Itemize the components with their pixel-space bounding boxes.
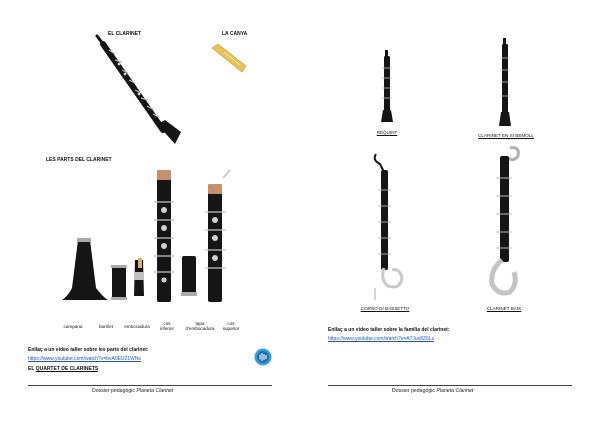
quartet-link[interactable]: QUARTET DE CLARINETS <box>35 366 99 372</box>
right-video-link[interactable]: https://www.youtube.com/watch?v=A7Jux8Z6Ls <box>328 336 435 342</box>
right-footer <box>392 388 473 394</box>
bass-clarinet-image <box>480 144 526 302</box>
left-video-link[interactable]: https://www.youtube.com/watch?v=bvA0EU21WNs <box>28 356 141 362</box>
heading-el-clarinet: EL CLARINET <box>108 31 141 37</box>
clarinet-bb-image <box>498 38 512 128</box>
requint-image <box>380 50 394 124</box>
corno-di-bassetto-image <box>370 150 410 302</box>
heading-parts: LES PARTS DEL CLARINET <box>46 157 112 163</box>
left-footer <box>92 388 173 394</box>
right-footer-rule <box>328 385 572 386</box>
audio-badge-icon[interactable] <box>254 348 272 366</box>
part-label-embocadura: embocadura <box>124 324 150 329</box>
part-label-campana: campana <box>63 324 83 329</box>
label-clarinet-bb: CLARINET EN SI BEMOLL <box>478 133 534 138</box>
right-page <box>300 0 600 424</box>
right-footer-title: Planeta Clarinet <box>436 388 474 394</box>
label-clarinet-baix: CLARINET BAIX <box>486 306 522 311</box>
quartet-prefix: EL <box>28 366 36 372</box>
clarinet-image <box>95 40 185 150</box>
left-footer-prefix: Dossier pedagògic <box>92 388 137 394</box>
right-video-heading: Enllaç a un vídeo taller sobre la família del clarinet: <box>328 327 450 333</box>
clarinet-parts-image <box>60 168 240 308</box>
right-footer-prefix: Dossier pedagògic <box>392 388 437 394</box>
heading-la-canya: LA CANYA <box>222 31 248 37</box>
part-label-cos-superior: cos superior <box>222 321 240 332</box>
part-label-barrilet: barrilet <box>98 324 114 329</box>
label-requint: REQUINT <box>376 130 398 135</box>
label-corno-di-bassetto: CORNO DI BASSETTO <box>360 306 410 311</box>
reed-image <box>210 44 250 74</box>
left-footer-rule <box>28 385 272 386</box>
quartet-line <box>28 366 98 372</box>
part-label-tapa-embocadura: tapa d'embocadura <box>185 321 215 332</box>
left-footer-title: Planeta Clarinet <box>136 388 174 394</box>
left-video-heading: Enllaç a un vídeo taller sobre les parts del clarinet: <box>28 347 149 353</box>
part-label-cos-inferior: cos inferior <box>159 321 175 332</box>
